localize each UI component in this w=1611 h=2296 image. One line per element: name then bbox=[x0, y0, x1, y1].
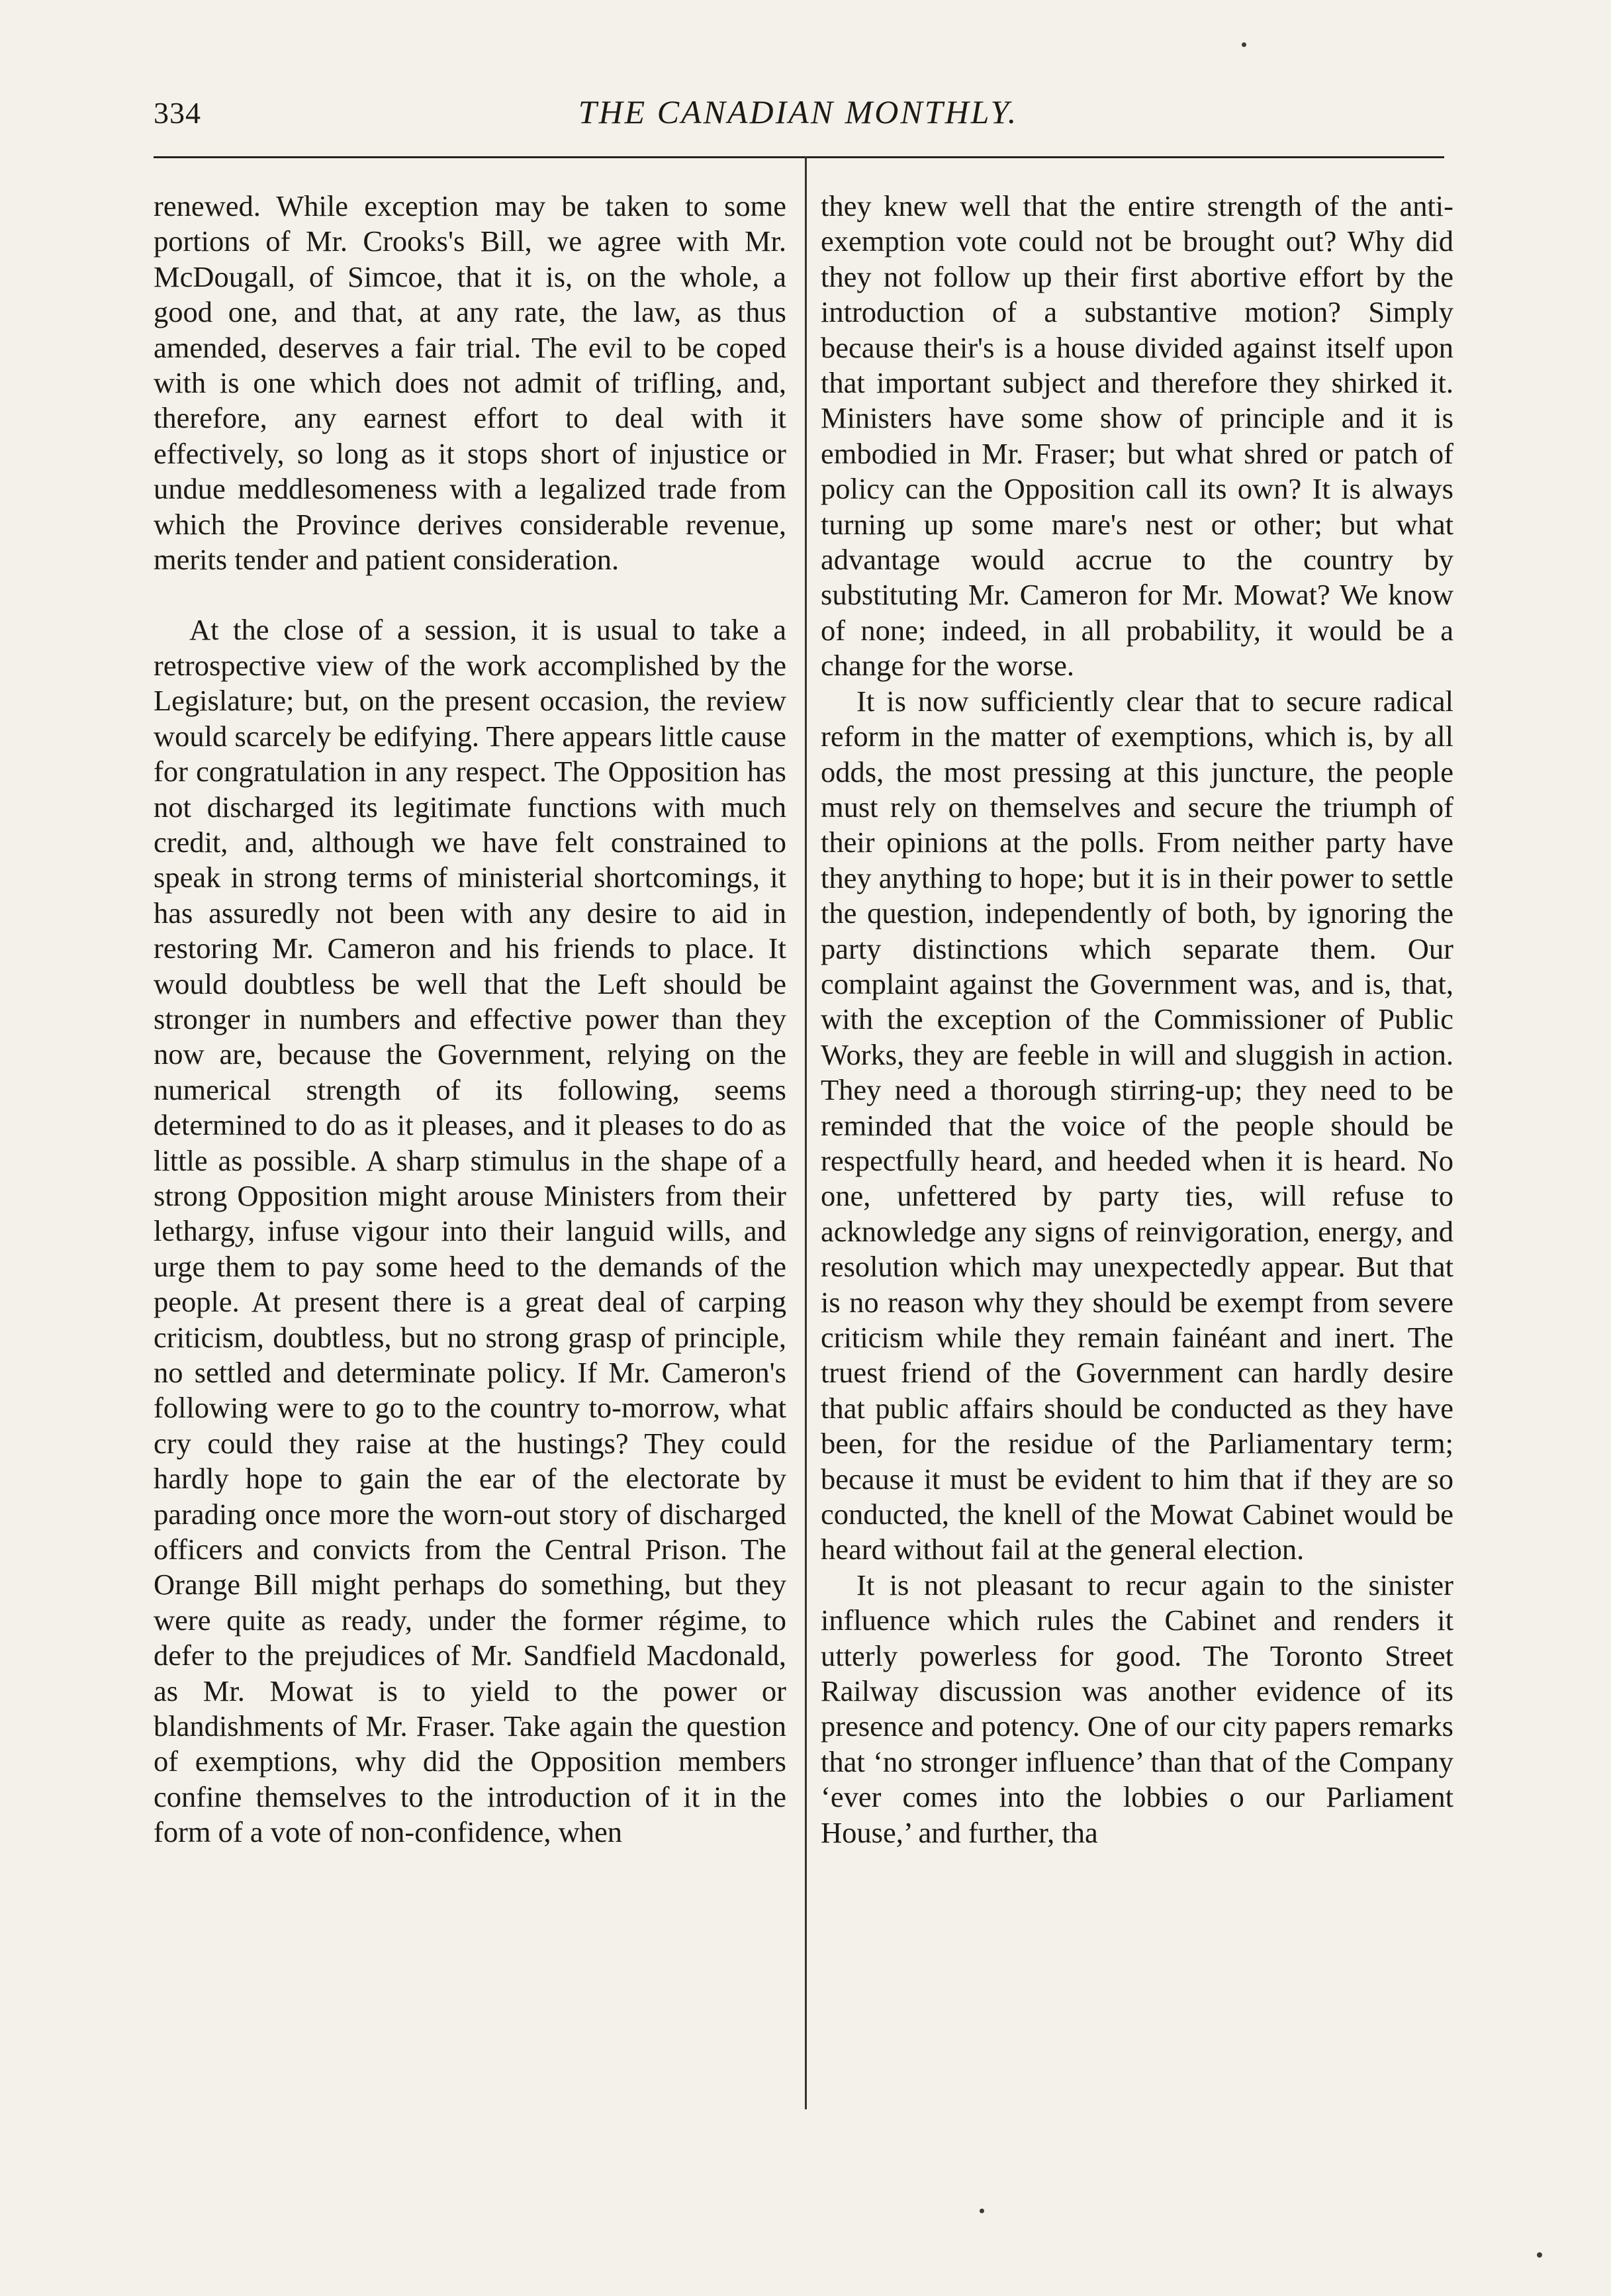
right-column bbox=[821, 189, 1453, 1850]
paragraph: renewed. While exception may be taken to some portions of Mr. Crooks's Bill, we agree with Mr. McDougall, of Simcoe, that it is, on the whole, a good one, and that, at any rate, the law, as thus amended, deserves a fair trial. The evil to be coped with is one which does not admit of trifling, and, therefore, any earnest effort to deal with it effectively, so long as it stops short of injustice or undue meddlesomeness with a legalized trade from which the Province derives considerable revenue, merits tender and patient consideration. bbox=[154, 189, 786, 577]
left-column bbox=[154, 189, 786, 1850]
paragraph: they knew well that the entire strength of the anti-exemption vote could not be brought out? Why did they not follow up their first abortive effort by the introduction of a substantive motion? Simply because their's is a house divided against itself upon that important subject and therefore they shirked it. Ministers have some show of principle and it is embodied in Mr. Fraser; but what shred or patch of policy can the Opposition call its own? It is always turning up some mare's nest or other; but what advantage would accrue to the country by substituting Mr. Cameron for Mr. Mowat? We know of none; indeed, in all probability, it would be a change for the worse. bbox=[821, 189, 1453, 683]
header-rule bbox=[154, 156, 1444, 158]
scan-speck bbox=[1537, 2252, 1542, 2258]
page-number: 334 bbox=[154, 96, 201, 130]
paragraph: At the close of a session, it is usual to take a retrospective view of the work accomplished by the Legislature; but, on the present occasion, the review would scarcely be edifying. There appears little cause for congratulation in any respect. The Opposition has not discharged its legitimate functions with much credit, and, although we have felt constrained to speak in strong terms of ministerial shortcomings, it has assuredly not been with any desire to aid in restoring Mr. Cameron and his friends to place. It would doubtless be well that the Left should be stronger in numbers and effective power than they now are, because the Government, relying on the numerical strength of its following, seems determined to do as it pleases, and it pleases to do as little as possible. A sharp stimulus in the shape of a strong Opposition might arouse Ministers from their lethargy, infuse vigour into their languid wills, and urge them to pay some heed to the demands of the people. At present there is a great deal of carping criticism, doubtless, but no strong grasp of principle, no settled and determinate policy. If Mr. Cameron's following were to go to the country to-morrow, what cry could they raise at the hustings? They could hardly hope to gain the ear of the electorate by parading once more the worn-out story of discharged officers and convicts from the Central Prison. The Orange Bill might perhaps do something, but they were quite as ready, under the former régime, to defer to the prejudices of Mr. Sandfield Macdonald, as Mr. Mowat is to yield to the power or blandishments of Mr. Fraser. Take again the question of exemptions, why did the Opposition members confine themselves to the introduction of it in the form of a vote of non-confidence, when bbox=[154, 613, 786, 1849]
scan-speck bbox=[980, 2209, 984, 2213]
paragraph: It is not pleasant to recur again to the sinister influence which rules the Cabinet and renders it utterly powerless for good. The Toronto Street Railway discussion was another evidence of its presence and potency. One of our city papers remarks that ‘no stronger influence’ than that of the Company ‘ever comes into the lobbies o our Parliament House,’ and further, tha bbox=[821, 1568, 1453, 1849]
running-title: THE CANADIAN MONTHLY. bbox=[578, 93, 1019, 130]
page-header bbox=[154, 85, 1443, 144]
scan-speck bbox=[1242, 42, 1246, 47]
paragraph: It is now sufficiently clear that to secure radical reform in the matter of exemptions, which is, by all odds, the most pressing at this juncture, the people must rely on themselves and secure the triumph of their opinions at the polls. From neither party have they anything to hope; but it is in their power to settle the question, independently of both, by ignoring the party distinctions which separate them. Our complaint against the Government was, and is, that, with the exception of the Commissioner of Public Works, they are feeble in will and sluggish in action. They need a thorough stirring-up; they need to be reminded that the voice of the people should be respectfully heard, and heeded when it is heard. No one, unfettered by party ties, will refuse to acknowledge any signs of reinvigoration, energy, and resolution which may unexpectedly appear. But that is no reason why they should be exempt from severe criticism while they remain fainéant and inert. The truest friend of the Government can hardly desire that public affairs should be conducted as they have been, for the residue of the Parliamentary term; because it must be evident to him that if they are so conducted, the knell of the Mowat Cabinet would be heard without fail at the general election. bbox=[821, 684, 1453, 1566]
column-divider bbox=[805, 156, 807, 2109]
